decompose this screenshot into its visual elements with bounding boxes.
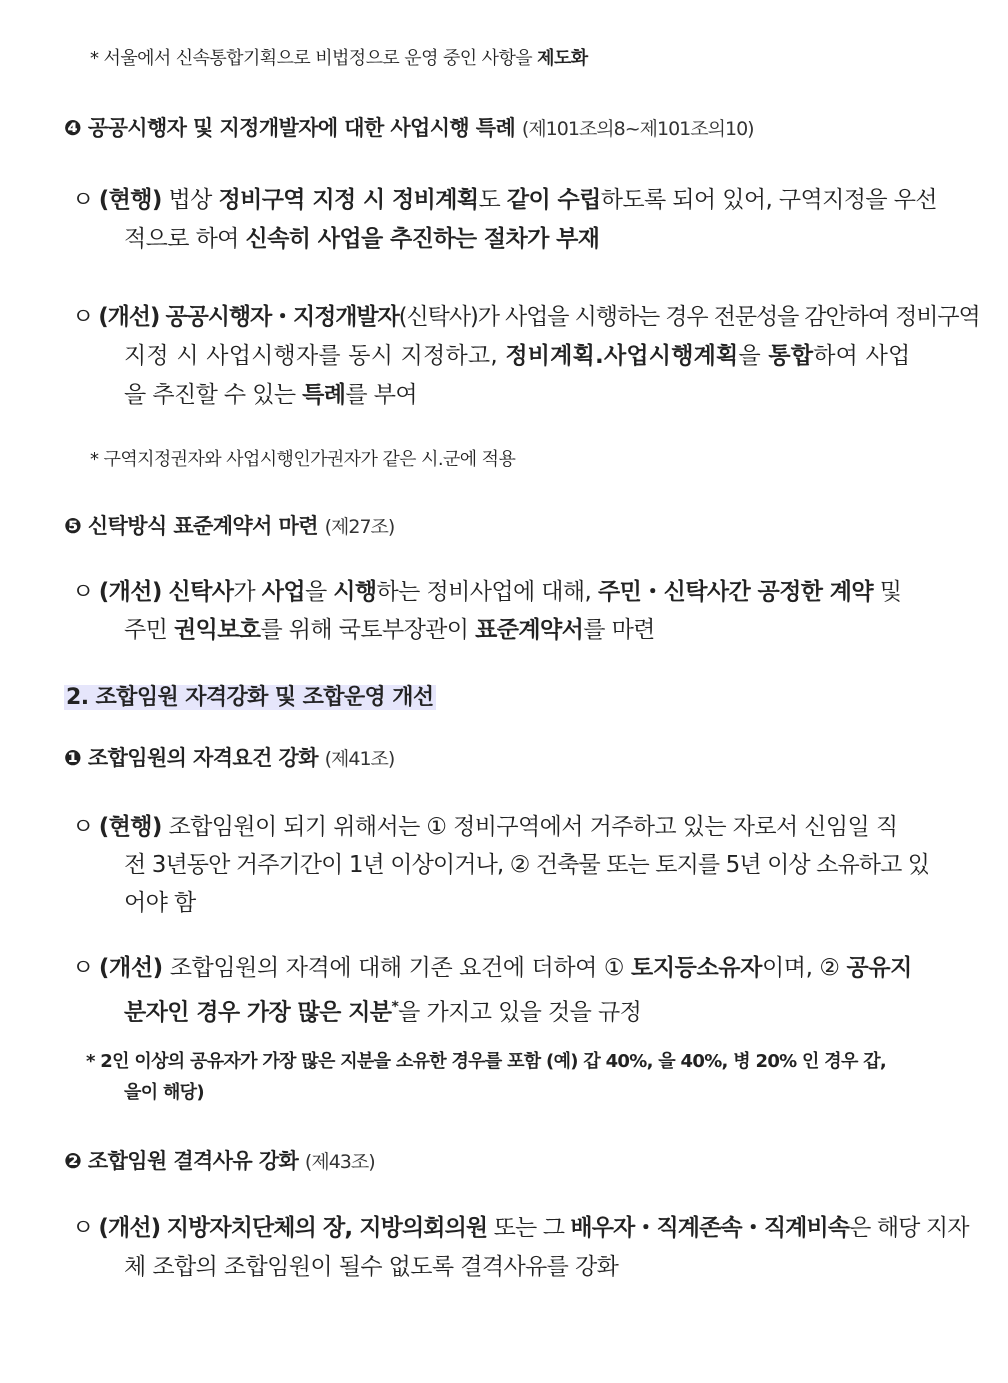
bullet-icon: ㅇ xyxy=(72,814,94,840)
section-ref: (제27조) xyxy=(324,516,395,538)
circled-number-4: ❹ xyxy=(64,116,82,140)
text: 은 해당 지자 xyxy=(849,1215,969,1241)
text: 법상 xyxy=(161,187,219,213)
chapter-title xyxy=(64,683,436,713)
paragraph-line: 어야 함 xyxy=(124,890,196,916)
text: 조합임원의 자격에 대해 기존 요건에 더하여 ① xyxy=(162,955,632,981)
text-bold: 공유지 xyxy=(846,955,913,981)
text: 주민 xyxy=(124,617,174,643)
text: 조합임원이 되기 위해서는 ① 정비구역에서 거주하고 있는 자로서 신임일 직 xyxy=(161,814,898,840)
bullet-icon: ㅇ xyxy=(72,955,94,981)
text-bold: 공공시행자・지정개발자 xyxy=(165,304,399,330)
text: 를 부여 xyxy=(345,382,417,408)
text-bold: 주민・신탁사간 공정한 계약 xyxy=(597,579,873,605)
footnote-star: * xyxy=(90,449,99,470)
label-improve: (개선) xyxy=(98,579,162,605)
section-ref: (제101조의8~제101조의10) xyxy=(521,118,754,140)
text: 및 xyxy=(872,579,902,605)
text-bold: 표준계약서 xyxy=(475,617,584,643)
text: 을 추진할 수 있는 xyxy=(124,382,303,408)
circled-number-2: ❷ xyxy=(64,1149,82,1173)
paragraph-line: 전 3년동안 거주기간이 1년 이상이거나, ② 건축물 또는 토지를 5년 이상 소유하고 있 xyxy=(124,852,930,878)
paragraph-line xyxy=(72,577,901,607)
footnote-star: * xyxy=(90,48,99,69)
text-bold: 권익보호 xyxy=(173,617,261,643)
footnote-star: * xyxy=(86,1051,95,1072)
label-improve: (개선) xyxy=(98,1215,161,1241)
label-current: (현행) xyxy=(98,814,162,840)
text-bold: 특례 xyxy=(302,382,346,408)
footnote-text: 구역지정권자와 사업시행인가권자가 같은 시.군에 적용 xyxy=(103,449,516,470)
text: 이며, ② xyxy=(761,955,847,981)
section-title: 신탁방식 표준계약서 마련 xyxy=(87,514,318,538)
text-bold: 배우자・직계존속・직계비속 xyxy=(570,1215,850,1241)
footnote-2 xyxy=(90,445,515,475)
text: 하여 사업 xyxy=(813,343,911,369)
text-bold: 통합 xyxy=(768,343,814,369)
text xyxy=(162,579,169,605)
text: 을 가지고 있을 것을 규정 xyxy=(398,999,642,1026)
paragraph-line xyxy=(72,302,980,332)
text: 하는 정비사업에 대해, xyxy=(376,579,598,605)
text-bold: 토지등소유자 xyxy=(631,955,762,981)
bullet-icon: ㅇ xyxy=(72,187,94,213)
circled-number-5: ❺ xyxy=(64,514,82,538)
text: 를 위해 국토부장관이 xyxy=(260,617,476,643)
section-title: 공공시행자 및 지정개발자에 대한 사업시행 특례 xyxy=(87,116,516,140)
text-bold: 지방자치단체의 장, 지방의회의원 xyxy=(166,1215,488,1241)
text: 적으로 하여 xyxy=(124,226,246,252)
text: (신탁사)가 사업을 시행하는 경우 전문성을 감안하여 정비구역 xyxy=(398,304,980,330)
text-bold: 신속히 사업을 추진하는 절차가 부재 xyxy=(245,226,600,252)
text: 도 xyxy=(478,187,507,213)
text: 또는 그 xyxy=(487,1215,571,1241)
text-bold: 정비계획.사업시행계획 xyxy=(505,343,739,369)
footnote-line: 을이 해당) xyxy=(124,1082,204,1103)
section-ref: (제41조) xyxy=(324,748,395,770)
section-title: 조합임원 결격사유 강화 xyxy=(87,1149,299,1173)
paragraph-line xyxy=(124,615,655,645)
section-heading-5 xyxy=(64,511,394,542)
label-improve: (개선) xyxy=(98,304,160,330)
circled-number-1: ❶ xyxy=(64,746,82,770)
text-bold: 분자인 경우 가장 많은 지분 xyxy=(124,999,392,1026)
bullet-icon: ㅇ xyxy=(72,579,94,605)
text: 을 xyxy=(738,343,769,369)
text: 을 xyxy=(304,579,334,605)
footnote-marker: * xyxy=(391,999,399,1015)
text-bold: 사업 xyxy=(261,579,305,605)
section-heading-4 xyxy=(64,113,754,144)
section-ref: (제43조) xyxy=(304,1151,375,1173)
footnote-top xyxy=(90,44,588,74)
text: 를 마련 xyxy=(583,617,655,643)
label-improve: (개선) xyxy=(98,955,163,981)
footnote-bold: 제도화 xyxy=(537,48,588,69)
text-bold: 정비구역 지정 시 정비계획 xyxy=(218,187,479,213)
paragraph-line xyxy=(124,341,910,371)
footnote-text: 서울에서 신속통합기획으로 비법정으로 운영 중인 사항을 xyxy=(103,48,538,69)
text-bold: 신탁사 xyxy=(168,579,234,605)
text: 하도록 되어 있어, 구역지정을 우선 xyxy=(600,187,937,213)
paragraph-line xyxy=(72,953,912,983)
label-current: (현행) xyxy=(98,187,162,213)
text-bold: 시행 xyxy=(333,579,377,605)
paragraph-line xyxy=(124,992,641,1028)
paragraph-line xyxy=(124,380,417,410)
section-title: 조합임원의 자격요건 강화 xyxy=(87,746,318,770)
section-heading-2-2 xyxy=(64,1146,375,1177)
text: 가 xyxy=(233,579,262,605)
text-bold: 같이 수립 xyxy=(506,187,601,213)
section-heading-2-1 xyxy=(64,743,394,774)
paragraph-line xyxy=(72,1213,969,1243)
paragraph-line xyxy=(124,224,599,254)
chapter-title-text: 2. 조합임원 자격강화 및 조합운영 개선 xyxy=(66,685,434,710)
footnote-text: 2인 이상의 공유자가 가장 많은 지분을 소유한 경우를 포함 (예) 갑 40%, 을 40%, 병 20% 인 경우 갑, xyxy=(100,1051,887,1072)
bullet-icon: ㅇ xyxy=(72,304,94,330)
paragraph-line xyxy=(72,812,897,842)
footnote-line xyxy=(86,1047,886,1077)
paragraph-line: 체 조합의 조합임원이 될수 없도록 결격사유를 강화 xyxy=(124,1254,619,1280)
bullet-icon: ㅇ xyxy=(72,1215,94,1241)
paragraph-line xyxy=(72,185,937,215)
text: 지정 시 사업시행자를 동시 지정하고, xyxy=(124,343,506,369)
